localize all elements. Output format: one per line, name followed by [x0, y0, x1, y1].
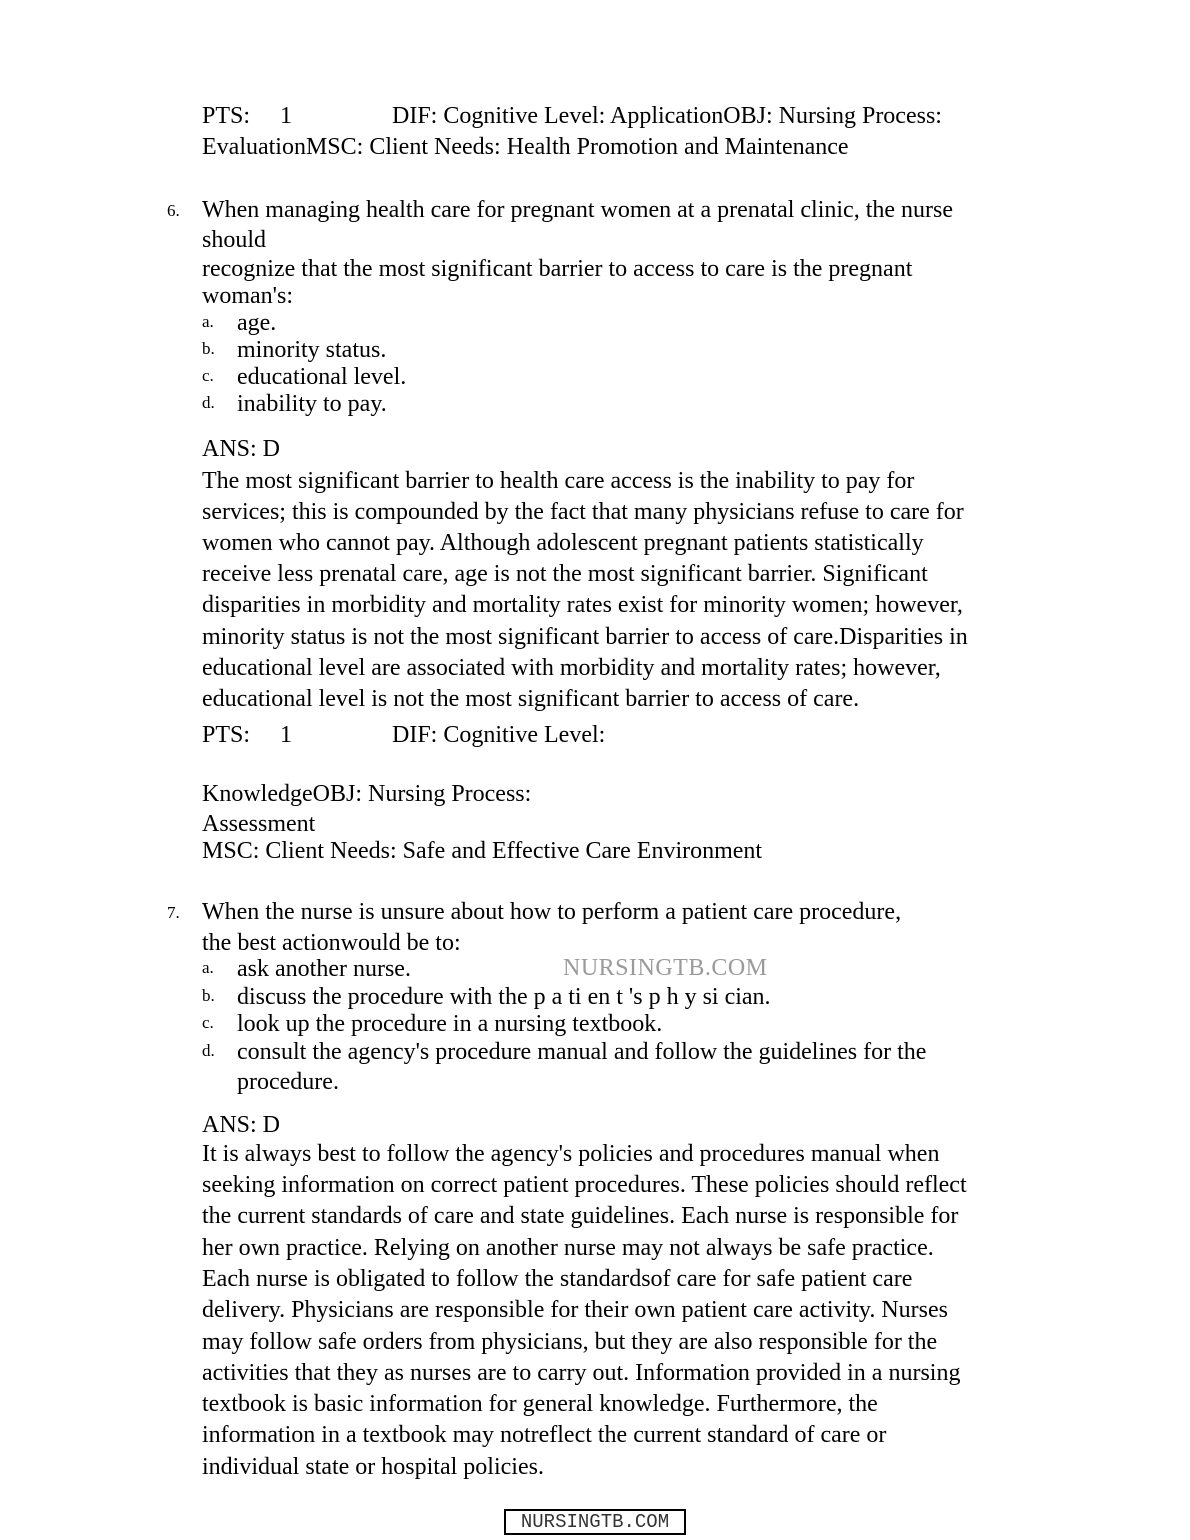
- option-text: minority status.: [237, 337, 387, 363]
- option-text: discuss the procedure with the p a ti en t 's p h y si cian.: [237, 984, 771, 1010]
- question-stem-line: When managing health care for pregnant women at a prenatal clinic, the nurse: [202, 197, 954, 223]
- watermark-text: NURSINGTB.COM: [563, 955, 768, 981]
- rationale-line: educational level are associated with morbidity and mortality rates; however,: [202, 655, 941, 681]
- rationale-line: her own practice. Relying on another nurse may not always be safe practice.: [202, 1235, 934, 1261]
- meta-line: DIF: Cognitive Level: ApplicationOBJ: Nursing Process:: [392, 103, 942, 129]
- question-stem-line: the best actionwould be to:: [202, 930, 461, 956]
- option-letter: d.: [202, 393, 215, 412]
- question-number: 6.: [167, 201, 180, 220]
- option-letter: a.: [202, 312, 214, 331]
- option-text-continued: procedure.: [237, 1069, 339, 1095]
- rationale-line: individual state or hospital policies.: [202, 1454, 544, 1480]
- rationale-line: Each nurse is obligated to follow the standardsof care for safe patient care: [202, 1266, 913, 1292]
- rationale-line: activities that they as nurses are to carry out. Information provided in a nursing: [202, 1360, 961, 1386]
- option-text: look up the procedure in a nursing textbook.: [237, 1011, 663, 1037]
- pts-label: PTS:: [202, 722, 251, 748]
- option-letter: b.: [202, 986, 215, 1005]
- rationale-line: may follow safe orders from physicians, but they are also responsible for the: [202, 1329, 938, 1355]
- option-text: inability to pay.: [237, 391, 387, 417]
- rationale-line: disparities in morbidity and mortality rates exist for minority women; however,: [202, 592, 963, 618]
- rationale-line: information in a textbook may notreflect the current standard of care or: [202, 1422, 887, 1448]
- meta-line: EvaluationMSC: Client Needs: Health Promotion and Maintenance: [202, 134, 849, 160]
- option-letter: c.: [202, 366, 214, 385]
- question-number: 7.: [167, 903, 180, 922]
- option-letter: c.: [202, 1013, 214, 1032]
- meta-line: KnowledgeOBJ: Nursing Process:: [202, 781, 532, 807]
- rationale-line: the current standards of care and state guidelines. Each nurse is responsible for: [202, 1203, 959, 1229]
- pts-label: PTS:: [202, 103, 251, 129]
- option-text: age.: [237, 310, 277, 336]
- option-text: ask another nurse.: [237, 956, 411, 982]
- question-stem-line: should: [202, 227, 267, 253]
- pts-value: 1: [280, 722, 292, 748]
- rationale-line: seeking information on correct patient procedures. These policies should reflect: [202, 1172, 967, 1198]
- rationale-line: services; this is compounded by the fact that many physicians refuse to care for: [202, 499, 964, 525]
- meta-line: Assessment: [202, 811, 316, 837]
- question-stem-line: When the nurse is unsure about how to perform a patient care procedure,: [202, 899, 902, 925]
- rationale-line: receive less prenatal care, age is not the most significant barrier. Significant: [202, 561, 928, 587]
- rationale-line: The most significant barrier to health care access is the inability to pay for: [202, 468, 915, 494]
- footer-site-label: NURSINGTB.COM: [504, 1509, 686, 1535]
- rationale-line: educational level is not the most significant barrier to access of care.: [202, 686, 860, 712]
- rationale-line: It is always best to follow the agency's policies and procedures manual when: [202, 1141, 940, 1167]
- option-text: consult the agency's procedure manual and follow the guidelines for the: [237, 1039, 927, 1065]
- option-letter: d.: [202, 1041, 215, 1060]
- question-stem-line: woman's:: [202, 283, 293, 309]
- answer-key: ANS: D: [202, 436, 281, 462]
- option-letter: b.: [202, 339, 215, 358]
- answer-key: ANS: D: [202, 1112, 281, 1138]
- rationale-line: delivery. Physicians are responsible for their own patient care activity. Nurses: [202, 1297, 948, 1323]
- meta-line: MSC: Client Needs: Safe and Effective Care Environment: [202, 838, 763, 864]
- option-letter: a.: [202, 958, 214, 977]
- rationale-line: minority status is not the most significant barrier to access of care.Disparities in: [202, 624, 968, 650]
- rationale-line: women who cannot pay. Although adolescent pregnant patients statistically: [202, 530, 924, 556]
- meta-line: DIF: Cognitive Level:: [392, 722, 606, 748]
- pts-value: 1: [280, 103, 292, 129]
- question-stem-line: recognize that the most significant barrier to access to care is the pregnant: [202, 256, 913, 282]
- rationale-line: textbook is basic information for general knowledge. Furthermore, the: [202, 1391, 878, 1417]
- option-text: educational level.: [237, 364, 407, 390]
